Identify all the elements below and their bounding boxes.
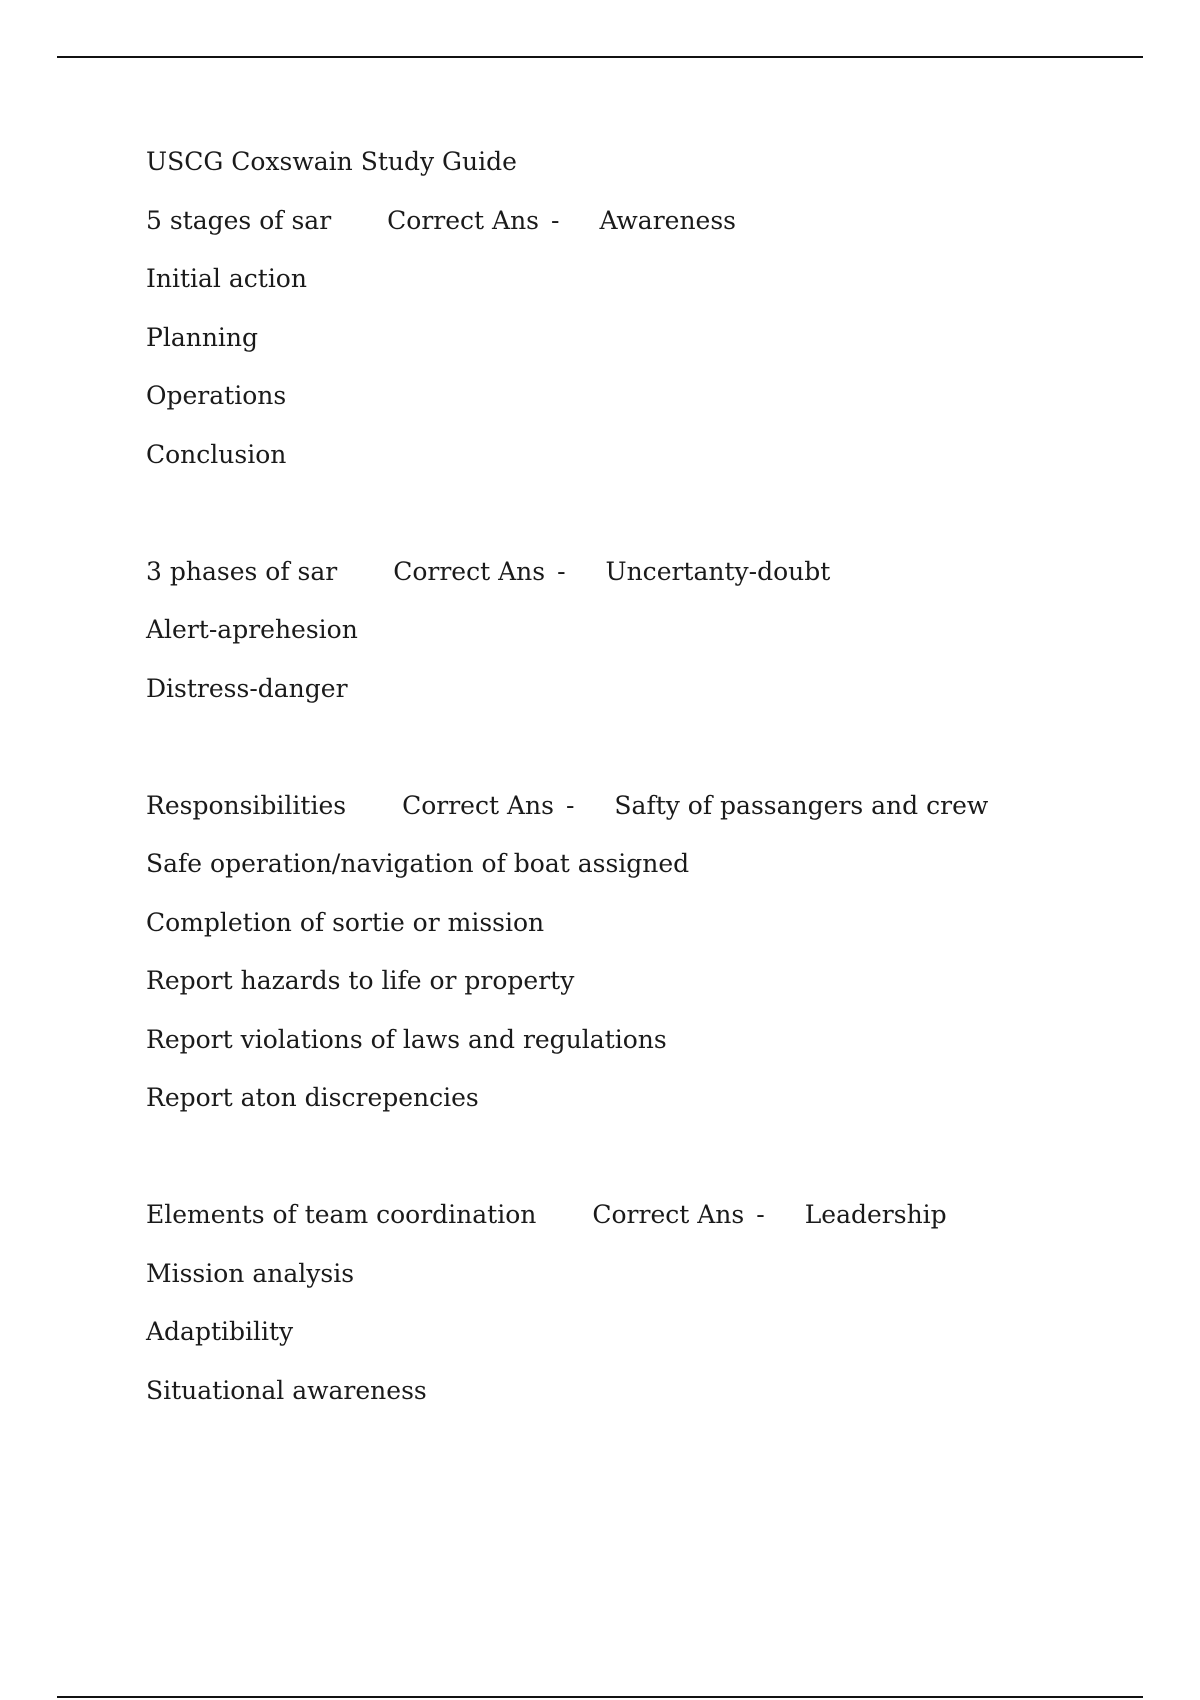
answer-text: Awareness <box>599 205 737 235</box>
document-body <box>146 144 1146 1431</box>
question-line <box>146 554 1146 613</box>
answer-text: Safty of passangers and crew <box>614 790 989 820</box>
question-line <box>146 788 1146 847</box>
answer-label: Correct Ans <box>393 556 546 586</box>
answer-label: Correct Ans <box>387 205 540 235</box>
answer-line: Adaptibility <box>146 1317 294 1346</box>
answer-line: Situational awareness <box>146 1375 427 1405</box>
answer-label: Correct Ans <box>402 790 554 820</box>
answer-line: Alert-aprehesion <box>146 615 358 644</box>
answer-line: Conclusion <box>146 439 287 469</box>
answer-line: Completion of sortie or mission <box>146 907 545 937</box>
answer-line: Report aton discrepencies <box>146 1083 479 1112</box>
paragraph-gap <box>146 1139 1146 1198</box>
answer-text: Uncertanty-doubt <box>605 556 831 586</box>
answer-line: Planning <box>146 322 259 352</box>
paragraph-gap <box>146 729 1146 788</box>
top-rule <box>57 56 1143 58</box>
question-text: Elements of team coordination <box>146 1200 537 1229</box>
answer-text: Leadership <box>804 1200 947 1229</box>
document-title: USCG Coxswain Study Guide <box>146 147 517 176</box>
answer-line: Distress-danger <box>146 673 348 703</box>
answer-separator: - <box>756 1200 765 1229</box>
question-line <box>146 203 1146 262</box>
answer-label: Correct Ans <box>592 1200 745 1229</box>
question-text: Responsibilities <box>146 790 347 820</box>
answer-line: Initial action <box>146 264 307 293</box>
answer-line: Report violations of laws and regulations <box>146 1024 667 1054</box>
answer-separator: - <box>557 556 566 586</box>
question-text: 5 stages of sar <box>146 205 332 235</box>
answer-line: Safe operation/navigation of boat assigned <box>146 849 690 878</box>
answer-line: Report hazards to life or property <box>146 966 575 995</box>
answer-line: Mission analysis <box>146 1258 355 1288</box>
bottom-rule <box>57 1696 1143 1698</box>
paragraph-gap <box>146 495 1146 554</box>
answer-separator: - <box>551 205 560 235</box>
question-text: 3 phases of sar <box>146 556 338 586</box>
answer-line: Operations <box>146 381 287 410</box>
answer-separator: - <box>565 790 575 820</box>
question-line <box>146 1197 1146 1256</box>
